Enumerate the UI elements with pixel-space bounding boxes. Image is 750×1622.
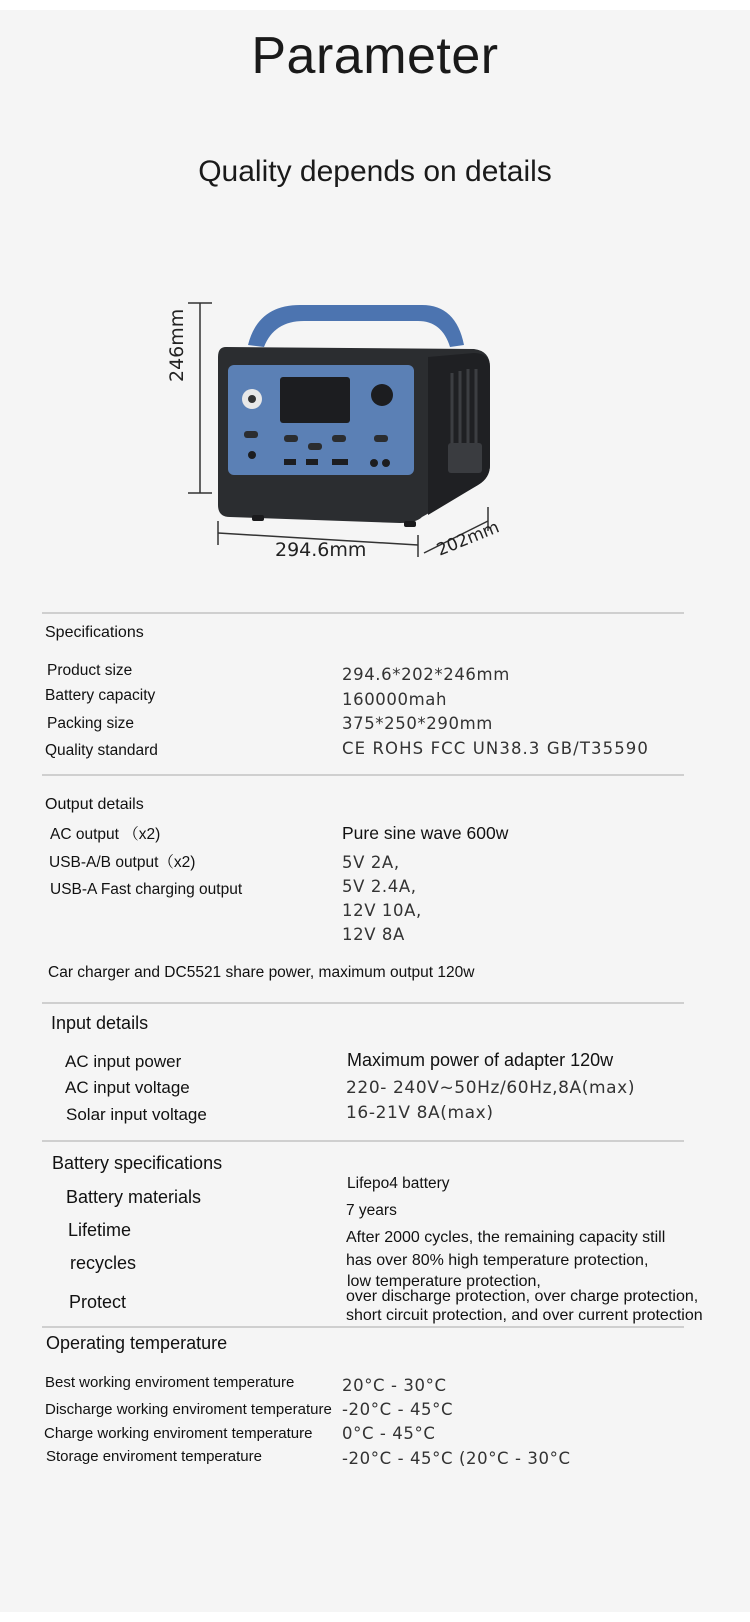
spec-label: Product size [47,662,133,679]
battery-label: recycles [70,1253,137,1273]
input-label: Solar input voltage [66,1105,207,1124]
spec-value: 294.6*202*246mm [342,665,510,684]
input-label: AC input voltage [65,1078,190,1097]
input-label: AC input power [65,1052,182,1071]
divider [42,774,684,776]
battery-value: Lifepo4 battery [347,1175,450,1192]
battery-value: After 2000 cycles, the remaining capacity still [346,1229,666,1246]
output-value: 5V 2.4A, [342,877,417,896]
output-value: Pure sine wave 600w [342,823,509,843]
input-heading: Input details [51,1013,149,1033]
divider [42,1326,684,1328]
spec-label: Battery capacity [45,687,156,704]
handle-shape [248,305,464,347]
parameter-page [0,10,750,1612]
height-label: 246mm [166,308,188,382]
output-label: USB-A Fast charging output [50,881,243,898]
output-value: 5V 2A, [342,853,400,872]
divider [42,1140,684,1142]
output-value: 12V 8A [342,925,405,944]
battery-value: short circuit protection, and over current protection [346,1307,703,1324]
input-value: 220- 240V~50Hz/60Hz,8A(max) [346,1078,636,1098]
battery-value: 7 years [346,1202,397,1219]
output-heading: Output details [45,796,144,813]
temperature-value: 0°C - 45°C [342,1424,436,1443]
temperature-label: Discharge working enviroment temperature [45,1401,332,1418]
page-title: Parameter [251,27,499,85]
divider [42,1002,684,1004]
spec-label: Packing size [47,715,135,732]
output-label: AC output （x2) [50,826,161,843]
temperature-heading: Operating temperature [46,1333,228,1353]
battery-label: Protect [69,1292,127,1312]
output-note: Car charger and DC5521 share power, maximum output 120w [48,964,475,981]
temperature-value: -20°C - 45°C [342,1400,454,1419]
battery-value: low temperature protection, [347,1273,541,1290]
temperature-value: 20°C - 30°C [342,1376,447,1395]
temperature-label: Best working enviroment temperature [45,1374,295,1391]
spec-label: Quality standard [45,742,158,759]
input-value: Maximum power of adapter 120w [347,1050,614,1070]
temperature-value: -20°C - 45°C (20°C - 30°C [342,1449,571,1468]
battery-label: Lifetime [68,1220,132,1240]
specifications-heading: Specifications [45,624,144,641]
height-dimension [188,303,212,493]
battery-value: has over 80% high temperature protection, [346,1252,649,1269]
width-label: 294.6mm [275,539,367,561]
output-value: 12V 10A, [342,901,422,920]
temperature-label: Charge working enviroment temperature [44,1425,313,1442]
spec-value: 160000mah [342,690,448,709]
spec-value: CE ROHS FCC UN38.3 GB/T35590 [342,739,649,758]
temperature-label: Storage enviroment temperature [46,1448,262,1465]
output-label: USB-A/B output（x2) [49,854,196,871]
page-subtitle: Quality depends on details [198,155,552,188]
divider [42,612,684,614]
battery-label: Battery materials [66,1187,202,1207]
spec-value: 375*250*290mm [342,714,493,733]
depth-label: 202mm [434,517,503,561]
input-value: 16-21V 8A(max) [346,1103,494,1123]
battery-heading: Battery specifications [52,1153,223,1173]
battery-value: over discharge protection, over charge protection, [346,1288,699,1305]
